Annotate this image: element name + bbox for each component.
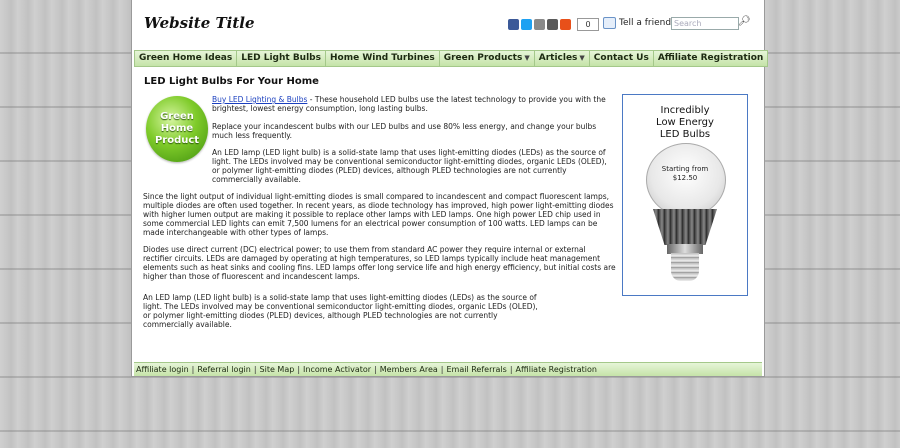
chevron-down-icon: ▼ — [579, 54, 585, 62]
print-icon[interactable] — [547, 19, 558, 30]
bulb-heatsink-image — [653, 209, 717, 245]
price-label: Starting from — [661, 165, 709, 173]
tell-friend-label: Tell a friend — [619, 18, 672, 28]
paragraph-3: An LED lamp (LED light bulb) is a solid-state lamp that uses light-emitting diodes (LEDs) as the source of light. The LEDs involved may be conventional semiconductor light-emitting diodes, organic LEDs (OLED), or polymer light-emitting diodes (PLED) devices, although PLED technologies are not currently commercially available. — [212, 148, 607, 184]
logo-line: Green — [160, 111, 194, 122]
nav-green-products[interactable] — [440, 51, 535, 66]
logo-line: Product — [154, 135, 200, 146]
site-title[interactable]: Website Title — [144, 14, 255, 32]
footer-email-referrals[interactable]: Email Referrals — [446, 365, 507, 374]
ad-title-line: LED Bulbs — [659, 129, 711, 140]
nav-label: Affiliate Registration — [657, 53, 764, 63]
nav-label: Green Home Ideas — [139, 53, 233, 63]
ad-title — [623, 105, 747, 141]
buy-led-link[interactable]: Buy LED Lighting & Bulbs — [212, 95, 308, 104]
plus-share-icon[interactable] — [560, 19, 571, 30]
tell-friend-link[interactable] — [603, 17, 671, 29]
footer-referral-login[interactable]: Referral login — [197, 365, 251, 374]
nav-label: Articles — [538, 53, 578, 63]
paragraph-2: Replace your incandescent bulbs with our LED bulbs and use 80% less energy, and change your bulbs much less frequently. — [212, 122, 597, 140]
page-container — [131, 0, 765, 377]
footer-income-activator[interactable]: Income Activator — [303, 365, 372, 374]
footer-site-map[interactable]: Site Map — [259, 365, 295, 374]
ad-price — [646, 165, 724, 183]
footer-links — [134, 362, 762, 376]
nav-label: Green Products — [443, 53, 523, 63]
nav-home-wind-turbines[interactable] — [326, 51, 440, 66]
ad-title-line: Incredibly — [660, 105, 710, 116]
twitter-icon[interactable] — [521, 19, 532, 30]
led-bulb-ad[interactable] — [622, 94, 748, 296]
footer-separator: | — [509, 365, 513, 374]
ad-title-line: Low Energy — [656, 117, 714, 128]
paragraph-5: Diodes use direct current (DC) electrical power; to use them from standard AC power they require internal or external rectifier circuits. LEDs are damaged by operating at high temperatures, so LED lamps typically include heat management elements such as heat sinks and cooling fins. LED lamps offer long service life and high energy efficiency, but initial costs are higher than those of fluorescent and incandescent lamps. — [143, 245, 616, 281]
footer-separator: | — [374, 365, 377, 374]
nav-label: Contact Us — [593, 53, 649, 63]
nav-green-home-ideas[interactable] — [134, 51, 237, 66]
email-icon[interactable] — [534, 19, 545, 30]
intro-text: - These household LED bulbs use the latest technology to provide you with the brightest, lowest energy consumption, long lasting bulbs. — [212, 95, 606, 113]
price-value: $12.50 — [672, 174, 698, 182]
page-heading: LED Light Bulbs For Your Home — [144, 76, 319, 87]
search-icon[interactable]: 🔎︎ — [738, 16, 751, 27]
main-nav — [134, 50, 768, 67]
paragraph-6: An LED lamp (LED light bulb) is a solid-state lamp that uses light-emitting diodes (LEDs) as the source of light. The LEDs involved may be conventional semiconductor light-emitting diodes, organic LEDs (OLED), or polymer light-emitting diodes (PLED) devices, although PLED technologies are not currently commercially available. — [143, 293, 538, 329]
nav-affiliate-registration[interactable] — [654, 51, 769, 66]
search-input[interactable]: Search — [671, 17, 739, 30]
nav-led-light-bulbs[interactable] — [237, 51, 326, 66]
footer-separator: | — [253, 365, 257, 374]
green-home-product-logo — [146, 96, 208, 162]
footer-separator: | — [440, 365, 444, 374]
nav-articles[interactable] — [535, 51, 590, 66]
nav-label: Home Wind Turbines — [329, 53, 435, 63]
chevron-down-icon: ▼ — [524, 54, 530, 62]
speech-bubble-icon — [603, 17, 616, 29]
footer-affiliate-login[interactable]: Affiliate login — [136, 365, 189, 374]
footer-members-area[interactable]: Members Area — [379, 365, 438, 374]
share-bar — [508, 17, 599, 31]
share-count: 0 — [577, 18, 599, 31]
footer-affiliate-registration[interactable]: Affiliate Registration — [515, 365, 597, 374]
facebook-icon[interactable] — [508, 19, 519, 30]
footer-separator: | — [297, 365, 301, 374]
logo-line: Home — [160, 123, 194, 134]
nav-label: LED Light Bulbs — [241, 53, 321, 63]
nav-contact-us[interactable] — [590, 51, 654, 66]
intro-paragraph — [212, 95, 616, 113]
paragraph-4: Since the light output of individual light-emitting diodes is small compared to incandescent and compact fluorescent lamps, multiple diodes are often used together. In recent years, as diode technology has improved, high power light-emitting diodes with higher lumen output are making it possible to replace other lamps with LED lamps. One high power LED chip used in some commercial LED lights can emit 7,500 lumens for an electrical power consumption of 100 watts. LED lamps can be made interchangeable with other types of lamps. — [143, 192, 614, 237]
bulb-base-image — [671, 253, 699, 281]
footer-separator: | — [191, 365, 195, 374]
